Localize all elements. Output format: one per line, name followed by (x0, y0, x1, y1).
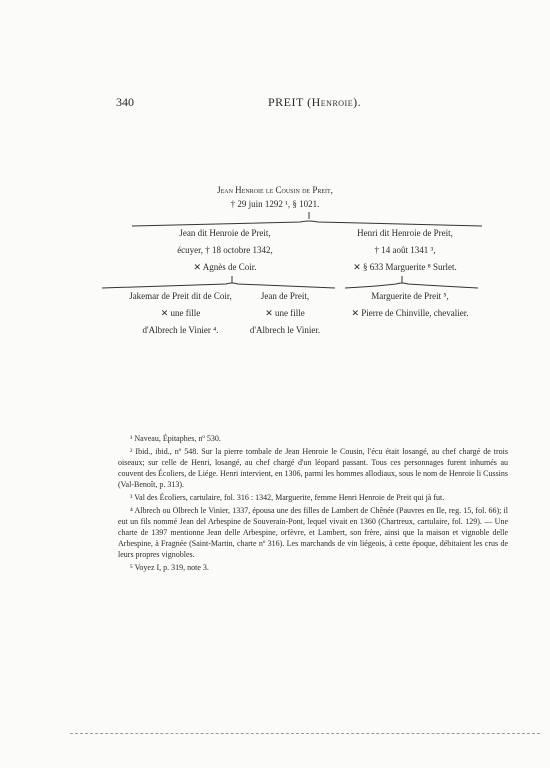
grandchild-marguerite-line: ✕ Pierre de Chinville, chevalier. (351, 308, 469, 318)
grandchild-marguerite-line: Marguerite de Preit ⁵, (371, 291, 449, 301)
child-jean-line: écuyer, † 18 octobre 1342, (177, 245, 273, 255)
grandchild-jean-line: d'Albrech le Vinier. (249, 325, 321, 335)
footnote: ³ Val des Écoliers, cartulaire, fol. 316 : 1342, Marguerite, femme Henri Henroie de Preit qui jà fut. (130, 493, 445, 502)
jean-children-brace (102, 283, 335, 288)
footnote: ² Ibid., ibid., nº 548. Sur la pierre tombale de Jean Henroie le Cousin, l'écu était losangé, au chef chargé de trois oiseaux; sur celle de Henri, losangé, au chef chargé d'un léopard passant. Tous ces personnages furent inhumés au couvent des Écoliers, de Liége. Henri intervient, en 1306, parmi les hommes allodiaux, sous le nom de Henroie li Cussins (Val-Benoît, p. 313). (118, 447, 508, 489)
root-person-dates: † 29 juin 1292 ¹, § 1021. (230, 199, 320, 209)
generation-one-brace (132, 221, 482, 226)
page-bottom-edge (70, 733, 540, 734)
footnotes (118, 433, 508, 575)
child-jean-line: ✕ Agnès de Coir. (193, 262, 257, 272)
grandchild-jakemar-line: Jakemar de Preit dit de Coir, (129, 291, 232, 301)
grandchild-jakemar-line: ✕ une fille (160, 308, 201, 318)
child-jean-line: Jean dit Henroie de Preit, (179, 228, 271, 238)
footnote: ⁵ Voyez I, p. 319, note 3. (130, 563, 209, 572)
grandchild-jean (240, 290, 330, 341)
child-henri (325, 227, 485, 278)
footnote: ⁴ Albrech ou Olbrech le Vinier, 1337, épousa une des filles de Lambert de Chênée (Pauvres en Ile, reg. 15, fol. 66); il eut un fils nommé Jean del Arbespine de Souverain-Pont, lequel vivait en 1360 (Chartreux, cartulaire, fol. 129). — Une charte de 1397 mentionne Jean delle Arbespine, orfèvre, et Lambert, son frère, ainsi que la maison et vignoble delle Arbespine, à Fragnée (Saint-Martin, charte nº 316). Les marchands de vin liégeois, à cette époque, débitaient les crus de leurs propres vignobles. (118, 506, 508, 559)
grandchild-jean-line: ✕ une fille (265, 308, 305, 318)
child-jean (145, 227, 305, 278)
grandchild-marguerite (330, 290, 490, 324)
henri-children-brace (345, 283, 478, 288)
footnote: ¹ Naveau, Épitaphes, nº 530. (130, 434, 221, 443)
child-henri-line: † 14 août 1341 ³, (374, 245, 436, 255)
grandchild-jean-line: Jean de Preit, (260, 291, 310, 301)
grandchild-jakemar-line: d'Albrech le Vinier ⁴. (142, 325, 219, 335)
child-henri-line: Henri dit Henroie de Preit, (357, 228, 453, 238)
page-title: PREIT (Henroie). (268, 95, 362, 109)
grandchild-jakemar (113, 290, 248, 341)
root-person-name: Jean Henroie le Cousin de Preit, (217, 185, 333, 195)
child-henri-line: ✕ § 633 Marguerite ⁸ Surlet. (353, 262, 457, 272)
page-number: 340 (116, 95, 134, 109)
